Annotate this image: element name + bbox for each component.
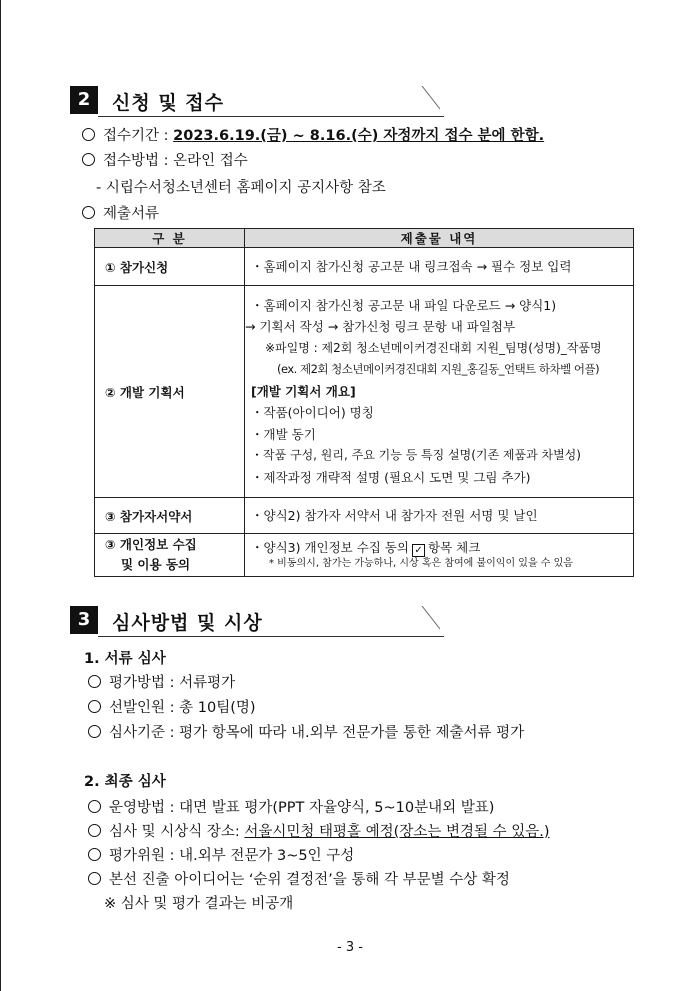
table-row — [95, 248, 634, 286]
checkbox-icon: ✓ — [412, 544, 425, 557]
header-items: 제출물 내역 — [245, 229, 634, 248]
item-text: 본선 진출 아이디어는 ‘순위 결정전’을 통해 각 부문별 수상 확정 — [109, 872, 510, 888]
label-line: ③ 개인정보 수집 — [105, 537, 197, 552]
row-label: ① 참가신청 — [95, 248, 245, 286]
consent-text: ・양식3) 개인정보 수집 동의 — [251, 540, 410, 555]
review-2-item — [88, 844, 354, 865]
content-line: ・홈페이지 참가신청 공고문 내 링크접속 → 필수 정보 입력 — [251, 258, 572, 274]
page-number: - 3 - — [337, 940, 363, 955]
circle-bullet-icon — [88, 800, 101, 813]
table-row — [95, 534, 634, 577]
review-2-item — [88, 868, 510, 889]
section-number: 2 — [70, 86, 98, 114]
section-title: 신청 및 접수 — [112, 92, 224, 114]
circle-bullet-icon — [88, 824, 101, 837]
content-line: (ex. 제2회 청소년메이커경진대회 지원_홍길동_언택트 하차벨 어플) — [277, 362, 600, 377]
content-line — [251, 539, 627, 557]
review-2-title: 2. 최종 심사 — [84, 774, 166, 790]
heading-corner-line — [70, 86, 440, 118]
heading-corner-line — [70, 606, 440, 638]
content-line: ・개발 동기 — [251, 426, 316, 442]
row-content — [245, 248, 634, 286]
circle-bullet-icon — [82, 153, 95, 166]
docs-line — [82, 202, 159, 223]
header-category: 구 분 — [95, 229, 245, 248]
circle-bullet-icon — [82, 206, 95, 219]
review-2-item — [88, 820, 550, 841]
period-line — [82, 124, 544, 145]
table-row — [95, 286, 634, 498]
review-1-item — [88, 721, 524, 742]
section-2-heading — [70, 86, 440, 118]
docs-text: 제출서류 — [103, 206, 160, 222]
circle-bullet-icon — [88, 675, 101, 688]
content-line: ・홈페이지 참가신청 공고문 내 파일 다운로드 → 양식1) — [251, 297, 557, 313]
item-text: 심사 및 시상식 장소: — [109, 824, 245, 840]
item-text: 선발인원 : 총 10팀(명) — [109, 700, 256, 716]
method-text: 접수방법 : 온라인 접수 — [103, 153, 248, 169]
consent-text-end: 항목 체크 — [428, 540, 481, 555]
section-3-heading — [70, 606, 440, 638]
review-1-title: 1. 서류 심사 — [84, 651, 166, 667]
row-content — [245, 534, 634, 577]
method-note: - 시립수서청소년센터 홈페이지 공지사항 참조 — [96, 180, 386, 196]
content-line: ・작품 구성, 원리, 주요 기능 등 특징 설명(기존 제품과 차별성) — [251, 448, 581, 463]
content-line: [개발 기획서 개요] — [251, 383, 356, 399]
label-line: 및 이용 동의 — [121, 557, 191, 572]
review-note: ※ 심사 및 평가 결과는 비공개 — [104, 896, 294, 912]
review-2-item — [88, 796, 494, 817]
period-value: 2023.6.19.(금) ~ 8.16.(수) 자정까지 접수 분에 한함. — [173, 128, 545, 144]
review-1-item — [88, 696, 256, 717]
circle-bullet-icon — [88, 872, 101, 885]
item-text: 운영방법 : 대면 발표 평가(PPT 자율양식, 5~10분내외 발표) — [109, 800, 495, 816]
venue-text: 서울시민청 태평홀 예정(장소는 변경될 수 있음.) — [244, 824, 550, 840]
row-label: ② 개발 기획서 — [95, 286, 245, 498]
method-line — [82, 149, 248, 170]
row-label — [95, 534, 245, 577]
circle-bullet-icon — [88, 725, 101, 738]
row-label: ③ 참가자서약서 — [95, 498, 245, 534]
item-text: 심사기준 : 평가 항목에 따라 내.외부 전문가를 통한 제출서류 평가 — [109, 725, 525, 741]
item-text: 평가방법 : 서류평가 — [109, 675, 236, 691]
review-1-item — [88, 671, 235, 692]
page-left-border — [0, 0, 1, 991]
content-line: ※파일명 : 제2회 청소년메이커경진대회 지원_팀명(성명)_작품명 — [265, 340, 602, 355]
table-header-row — [95, 229, 634, 248]
consent-note: * 비동의시, 참가는 가능하나, 시상 혹은 참여에 불이익이 있을 수 있음 — [269, 558, 573, 569]
content-line: ・제작과정 개략적 설명 (필요시 도면 및 그림 추가) — [251, 469, 531, 485]
period-label: 접수기간 : — [103, 128, 174, 144]
content-line: ・작품(아이디어) 명칭 — [251, 405, 374, 421]
section-number: 3 — [70, 606, 98, 634]
circle-bullet-icon — [88, 700, 101, 713]
submission-table — [94, 228, 634, 577]
section-title: 심사방법 및 시상 — [112, 612, 263, 634]
circle-bullet-icon — [82, 128, 95, 141]
row-content — [245, 286, 634, 498]
item-text: 평가위원 : 내.외부 전문가 3~5인 구성 — [109, 848, 355, 864]
circle-bullet-icon — [88, 848, 101, 861]
table-row — [95, 498, 634, 534]
content-line: → 기획서 작성 → 참가신청 링크 문항 내 파일첨부 — [245, 319, 516, 335]
content-line: ・양식2) 참가자 서약서 내 참가자 전원 서명 및 날인 — [251, 507, 538, 523]
row-content — [245, 498, 634, 534]
